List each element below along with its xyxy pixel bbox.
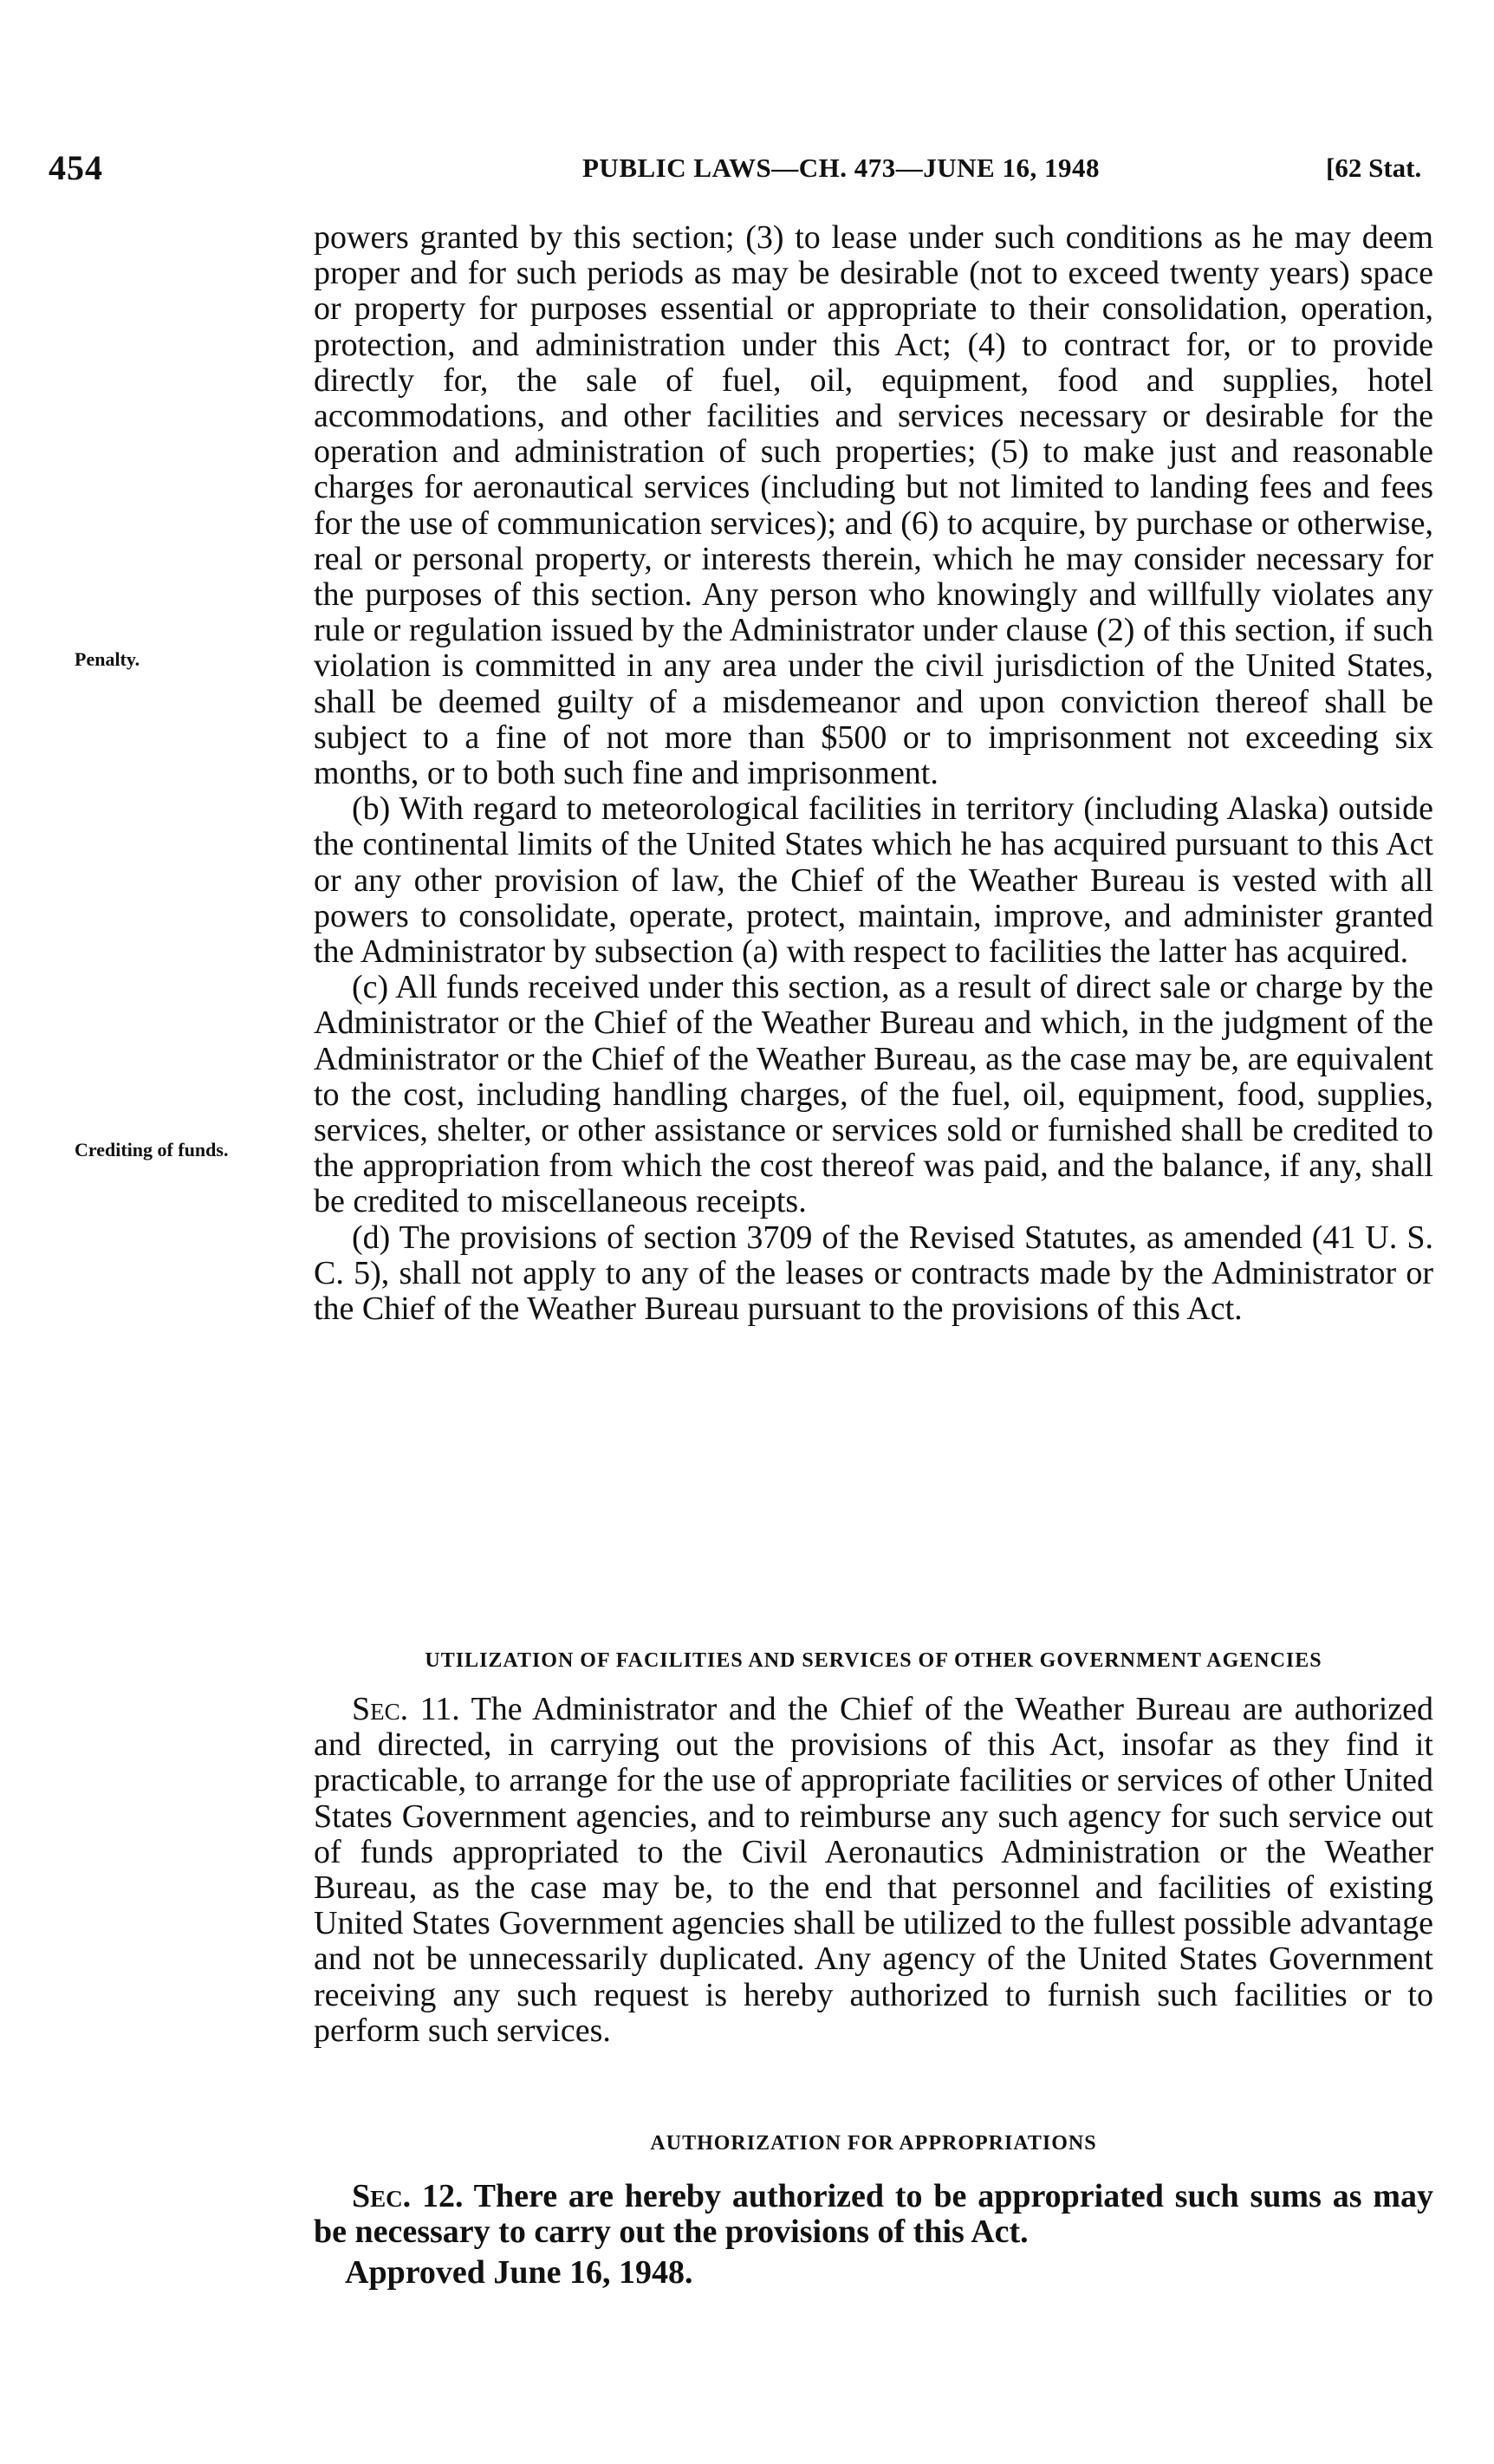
section-12 xyxy=(314,2179,1433,2250)
paragraph-b: (b) With regard to meteorological facilities in territory (including Alaska) outside the continental limits of the United States which he has acquired pursuant to this Act or any other provision of law, the Chief of the Weather Bureau is vested with all powers to consolidate, operate, protect, maintain, improve, and administer granted the Administrator by subsection (a) with respect to facilities the latter has acquired. xyxy=(314,790,1433,971)
section-11-text: The Administrator and the Chief of the Weather Bureau are authorized and directed, in carrying out the provisions of this Act, insofar as they find it practicable, to arrange for the use of appropriate facilities or services of other United States Government agencies, and to reimburse any such agency for such service out of funds appropriated to the Civil Aeronautics Administration or the Weather Bureau, as the case may be, to the end that personnel and facilities of existing United States Government agencies shall be utilized to the fullest possible advantage and not be unnecessarily duplicated. Any agency of the United States Government receiving any such request is hereby authorized to furnish such facilities or to perform such services. xyxy=(314,1691,1433,2049)
section-heading-12: AUTHORIZATION FOR APPROPRIATIONS xyxy=(650,2132,1097,2155)
section-12-paragraph xyxy=(314,2179,1433,2250)
running-head: PUBLIC LAWS—CH. 473—JUNE 16, 1948 xyxy=(582,153,1100,183)
paragraph-d: (d) The provisions of section 3709 of the Revised Statutes, as amended (41 U. S. C. 5), shall not apply to any of the leases or contracts made by the Administrator or the Chief of the Weather Bureau pursuant to the provisions of this Act. xyxy=(314,1219,1433,1328)
paragraph-c: (c) All funds received under this section, as a result of direct sale or charge by the Administrator or the Chief of the Weather Bureau and which, in the judgment of the Administrator or the Chief of the Weather Bureau, as the case may be, are equivalent to the cost, including handling charges, of the fuel, oil, equipment, food, supplies, services, shelter, or other assistance or services sold or furnished shall be credited to the appropriation from which the cost thereof was paid, and the balance, if any, shall be credited to miscellaneous receipts. xyxy=(314,969,1433,1220)
section-11-paragraph xyxy=(314,1692,1433,2049)
paragraph-continued: powers granted by this section; (3) to lease under such conditions as he may deem proper and for such periods as may be desirable (not to exceed twenty years) space or property for purposes essential or appropriate to their consolidation, operation, protection, and administration under this Act; (4) to contract for, or to provide directly for, the sale of fuel, oil, equipment, food and supplies, hotel accommodations, and other facilities and services necessary or desirable for the operation and administration of such properties; (5) to make just and reasonable charges for aeronautical services (including but not limited to landing fees and fees for the use of communication services); and (6) to acquire, by purchase or otherwise, real or personal property, or interests therein, which he may consider necessary for the purposes of this section. Any person who knowingly and willfully violates any rule or regulation issued by the Administrator under clause (2) of this section, if such violation is committed in any area under the civil jurisdiction of the United States, shall be deemed guilty of a misdemeanor and upon conviction thereof shall be subject to a fine of not more than $500 or to imprisonment not exceeding six months, or to both such fine and imprisonment. xyxy=(314,219,1433,792)
section-12-text: There are hereby authorized to be appropriated such sums as may be necessary to carry out the provisions of this Act. xyxy=(314,2178,1433,2251)
body-text xyxy=(314,220,1433,1327)
margin-note-penalty: Penalty. xyxy=(75,648,140,670)
margin-note-crediting-funds: Crediting of funds. xyxy=(75,1139,229,1160)
section-11-label: Sec. 11. xyxy=(352,1691,460,1727)
section-11 xyxy=(314,1692,1433,2049)
approval-date: Approved June 16, 1948. xyxy=(345,2254,693,2291)
stat-reference: [62 Stat. xyxy=(1326,153,1422,183)
section-heading-11: UTILIZATION OF FACILITIES AND SERVICES OF OTHER GOVERNMENT AGENCIES xyxy=(425,1649,1322,1672)
page-number: 454 xyxy=(49,148,103,187)
section-12-label: Sec. 12. xyxy=(352,2178,464,2214)
